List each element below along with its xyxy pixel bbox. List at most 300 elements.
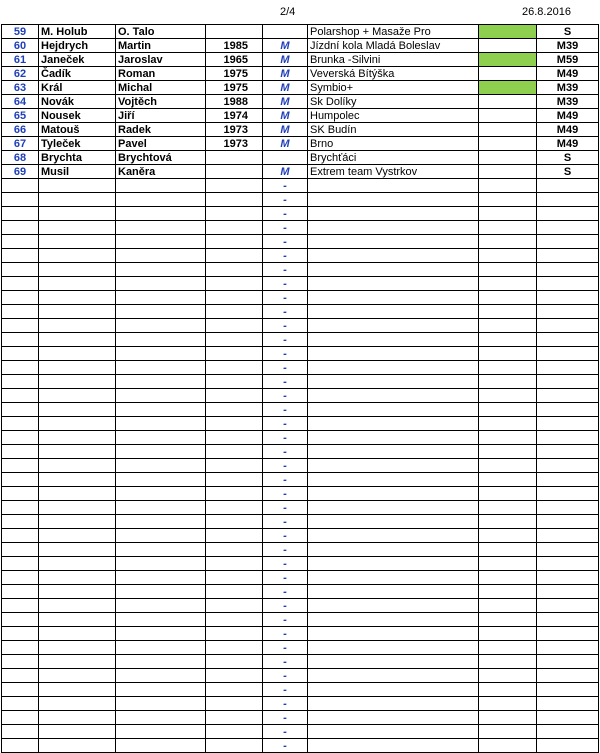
club-name	[308, 557, 479, 571]
row-number	[2, 333, 39, 347]
gender: -	[263, 179, 308, 193]
last-name	[39, 403, 116, 417]
first-name	[116, 235, 206, 249]
row-number	[2, 319, 39, 333]
club-name	[308, 235, 479, 249]
status-cell	[479, 613, 537, 627]
gender: -	[263, 515, 308, 529]
birth-year	[206, 207, 263, 221]
row-number	[2, 599, 39, 613]
club-name	[308, 221, 479, 235]
row-number	[2, 389, 39, 403]
birth-year	[206, 417, 263, 431]
row-number	[2, 557, 39, 571]
gender: -	[263, 501, 308, 515]
row-number	[2, 655, 39, 669]
first-name	[116, 305, 206, 319]
last-name: Matouš	[39, 123, 116, 137]
empty-row	[2, 515, 599, 529]
club-name	[308, 249, 479, 263]
gender: -	[263, 613, 308, 627]
last-name	[39, 277, 116, 291]
row-number	[2, 193, 39, 207]
birth-year: 1973	[206, 137, 263, 151]
club-name	[308, 417, 479, 431]
birth-year	[206, 543, 263, 557]
status-cell	[479, 221, 537, 235]
empty-row	[2, 529, 599, 543]
status-cell	[479, 711, 537, 725]
club-name	[308, 277, 479, 291]
last-name	[39, 445, 116, 459]
birth-year	[206, 711, 263, 725]
club-name	[308, 487, 479, 501]
birth-year	[206, 389, 263, 403]
status-cell	[479, 501, 537, 515]
status-cell	[479, 53, 537, 67]
gender: -	[263, 725, 308, 739]
table-row	[2, 109, 599, 123]
gender: M	[263, 165, 308, 179]
club-name: SK Budín	[308, 123, 479, 137]
birth-year	[206, 473, 263, 487]
first-name: Jiří	[116, 109, 206, 123]
club-name	[308, 697, 479, 711]
birth-year	[206, 627, 263, 641]
empty-row	[2, 655, 599, 669]
gender: -	[263, 655, 308, 669]
status-cell	[479, 151, 537, 165]
club-name	[308, 319, 479, 333]
club-name	[308, 263, 479, 277]
gender: -	[263, 207, 308, 221]
birth-year: 1975	[206, 67, 263, 81]
first-name	[116, 669, 206, 683]
empty-row	[2, 739, 599, 753]
last-name	[39, 305, 116, 319]
club-name: Jízdní kola Mladá Boleslav	[308, 39, 479, 53]
birth-year	[206, 221, 263, 235]
category	[537, 221, 599, 235]
last-name	[39, 333, 116, 347]
category	[537, 641, 599, 655]
gender: -	[263, 711, 308, 725]
page-date: 26.8.2016	[522, 6, 571, 18]
first-name	[116, 431, 206, 445]
gender: -	[263, 417, 308, 431]
category	[537, 179, 599, 193]
row-number	[2, 627, 39, 641]
birth-year	[206, 361, 263, 375]
last-name	[39, 683, 116, 697]
category	[537, 711, 599, 725]
birth-year	[206, 501, 263, 515]
club-name: Extrem team Vystrkov	[308, 165, 479, 179]
empty-row	[2, 627, 599, 641]
club-name	[308, 711, 479, 725]
empty-row	[2, 599, 599, 613]
last-name	[39, 697, 116, 711]
last-name	[39, 487, 116, 501]
club-name: Sk Dolíky	[308, 95, 479, 109]
row-number	[2, 641, 39, 655]
birth-year	[206, 179, 263, 193]
table-row	[2, 67, 599, 81]
last-name: Novák	[39, 95, 116, 109]
row-number: 69	[2, 165, 39, 179]
category	[537, 333, 599, 347]
club-name	[308, 403, 479, 417]
status-cell	[479, 599, 537, 613]
birth-year	[206, 739, 263, 753]
category: S	[537, 151, 599, 165]
gender: M	[263, 95, 308, 109]
row-number	[2, 487, 39, 501]
last-name	[39, 221, 116, 235]
empty-row	[2, 235, 599, 249]
birth-year	[206, 599, 263, 613]
gender: -	[263, 235, 308, 249]
birth-year	[206, 277, 263, 291]
empty-row	[2, 319, 599, 333]
gender: -	[263, 739, 308, 753]
last-name	[39, 655, 116, 669]
row-number	[2, 403, 39, 417]
category	[537, 389, 599, 403]
club-name	[308, 571, 479, 585]
first-name: Roman	[116, 67, 206, 81]
page-header	[0, 0, 600, 24]
category: M49	[537, 123, 599, 137]
category	[537, 361, 599, 375]
category	[537, 417, 599, 431]
club-name	[308, 361, 479, 375]
row-number	[2, 221, 39, 235]
last-name	[39, 263, 116, 277]
club-name	[308, 655, 479, 669]
birth-year	[206, 403, 263, 417]
table-row	[2, 165, 599, 179]
first-name	[116, 207, 206, 221]
status-cell	[479, 389, 537, 403]
first-name	[116, 599, 206, 613]
status-cell	[479, 81, 537, 95]
status-cell	[479, 179, 537, 193]
last-name	[39, 599, 116, 613]
category	[537, 515, 599, 529]
status-cell	[479, 627, 537, 641]
last-name	[39, 669, 116, 683]
empty-row	[2, 571, 599, 585]
row-number	[2, 431, 39, 445]
category	[537, 571, 599, 585]
row-number	[2, 571, 39, 585]
birth-year: 1974	[206, 109, 263, 123]
last-name: Janeček	[39, 53, 116, 67]
birth-year	[206, 375, 263, 389]
last-name	[39, 627, 116, 641]
table-row	[2, 53, 599, 67]
last-name	[39, 431, 116, 445]
empty-row	[2, 375, 599, 389]
birth-year	[206, 165, 263, 179]
status-cell	[479, 557, 537, 571]
club-name	[308, 585, 479, 599]
last-name	[39, 501, 116, 515]
row-number	[2, 277, 39, 291]
birth-year	[206, 305, 263, 319]
first-name	[116, 711, 206, 725]
last-name: Tyleček	[39, 137, 116, 151]
gender: -	[263, 431, 308, 445]
category	[537, 529, 599, 543]
status-cell	[479, 109, 537, 123]
gender: -	[263, 249, 308, 263]
category	[537, 207, 599, 221]
last-name	[39, 543, 116, 557]
status-cell	[479, 249, 537, 263]
gender: -	[263, 669, 308, 683]
club-name: Brno	[308, 137, 479, 151]
row-number	[2, 543, 39, 557]
category	[537, 501, 599, 515]
first-name: O. Talo	[116, 25, 206, 39]
birth-year	[206, 697, 263, 711]
category	[537, 739, 599, 753]
status-cell	[479, 431, 537, 445]
empty-row	[2, 613, 599, 627]
category	[537, 655, 599, 669]
category	[537, 585, 599, 599]
gender: -	[263, 221, 308, 235]
status-cell	[479, 39, 537, 53]
status-cell	[479, 123, 537, 137]
gender: -	[263, 683, 308, 697]
row-number	[2, 669, 39, 683]
first-name	[116, 683, 206, 697]
first-name	[116, 529, 206, 543]
category	[537, 263, 599, 277]
birth-year: 1985	[206, 39, 263, 53]
last-name	[39, 459, 116, 473]
empty-row	[2, 697, 599, 711]
category	[537, 431, 599, 445]
empty-row	[2, 305, 599, 319]
status-cell	[479, 669, 537, 683]
category	[537, 683, 599, 697]
empty-row	[2, 459, 599, 473]
birth-year	[206, 585, 263, 599]
status-cell	[479, 417, 537, 431]
first-name: Brychtová	[116, 151, 206, 165]
category: M39	[537, 39, 599, 53]
gender: -	[263, 305, 308, 319]
category: M49	[537, 67, 599, 81]
first-name	[116, 403, 206, 417]
first-name	[116, 333, 206, 347]
empty-row	[2, 557, 599, 571]
first-name	[116, 277, 206, 291]
row-number	[2, 361, 39, 375]
birth-year: 1988	[206, 95, 263, 109]
last-name	[39, 515, 116, 529]
gender: -	[263, 543, 308, 557]
first-name	[116, 445, 206, 459]
gender: M	[263, 67, 308, 81]
row-number	[2, 725, 39, 739]
status-cell	[479, 193, 537, 207]
club-name	[308, 207, 479, 221]
first-name: Kaněra	[116, 165, 206, 179]
empty-row	[2, 543, 599, 557]
category: M39	[537, 81, 599, 95]
club-name	[308, 473, 479, 487]
first-name: Jaroslav	[116, 53, 206, 67]
status-cell	[479, 739, 537, 753]
category	[537, 613, 599, 627]
last-name	[39, 389, 116, 403]
status-cell	[479, 333, 537, 347]
club-name	[308, 291, 479, 305]
last-name	[39, 739, 116, 753]
row-number	[2, 291, 39, 305]
last-name	[39, 711, 116, 725]
category: M49	[537, 137, 599, 151]
first-name	[116, 557, 206, 571]
birth-year	[206, 487, 263, 501]
birth-year	[206, 613, 263, 627]
last-name	[39, 193, 116, 207]
gender: -	[263, 599, 308, 613]
status-cell	[479, 347, 537, 361]
row-number	[2, 305, 39, 319]
empty-row	[2, 249, 599, 263]
table-row	[2, 151, 599, 165]
gender: -	[263, 697, 308, 711]
gender: -	[263, 487, 308, 501]
last-name	[39, 319, 116, 333]
club-name	[308, 515, 479, 529]
row-number	[2, 249, 39, 263]
last-name	[39, 249, 116, 263]
row-number	[2, 683, 39, 697]
birth-year	[206, 529, 263, 543]
gender: -	[263, 193, 308, 207]
row-number	[2, 473, 39, 487]
row-number: 61	[2, 53, 39, 67]
club-name	[308, 179, 479, 193]
status-cell	[479, 165, 537, 179]
club-name	[308, 445, 479, 459]
category	[537, 487, 599, 501]
first-name	[116, 697, 206, 711]
first-name: Vojtěch	[116, 95, 206, 109]
club-name	[308, 389, 479, 403]
birth-year	[206, 235, 263, 249]
empty-row	[2, 683, 599, 697]
empty-row	[2, 641, 599, 655]
status-cell	[479, 487, 537, 501]
first-name	[116, 459, 206, 473]
last-name	[39, 179, 116, 193]
club-name	[308, 683, 479, 697]
first-name	[116, 375, 206, 389]
club-name	[308, 459, 479, 473]
empty-row	[2, 207, 599, 221]
gender: -	[263, 333, 308, 347]
status-cell	[479, 697, 537, 711]
birth-year	[206, 25, 263, 39]
status-cell	[479, 375, 537, 389]
row-number: 59	[2, 25, 39, 39]
category	[537, 599, 599, 613]
first-name: Michal	[116, 81, 206, 95]
gender: -	[263, 445, 308, 459]
empty-row	[2, 487, 599, 501]
empty-row	[2, 361, 599, 375]
empty-row	[2, 193, 599, 207]
category	[537, 557, 599, 571]
club-name	[308, 599, 479, 613]
club-name	[308, 543, 479, 557]
category: S	[537, 25, 599, 39]
gender: -	[263, 641, 308, 655]
gender: M	[263, 53, 308, 67]
first-name	[116, 655, 206, 669]
status-cell	[479, 529, 537, 543]
last-name	[39, 641, 116, 655]
gender: -	[263, 459, 308, 473]
birth-year	[206, 263, 263, 277]
row-number	[2, 501, 39, 515]
table-body	[2, 25, 599, 753]
row-number: 66	[2, 123, 39, 137]
empty-row	[2, 725, 599, 739]
empty-row	[2, 347, 599, 361]
empty-row	[2, 473, 599, 487]
status-cell	[479, 137, 537, 151]
category: M49	[537, 109, 599, 123]
row-number	[2, 515, 39, 529]
status-cell	[479, 95, 537, 109]
status-cell	[479, 641, 537, 655]
category	[537, 445, 599, 459]
first-name: Martin	[116, 39, 206, 53]
status-cell	[479, 207, 537, 221]
row-number: 60	[2, 39, 39, 53]
row-number	[2, 613, 39, 627]
status-cell	[479, 403, 537, 417]
first-name	[116, 249, 206, 263]
last-name	[39, 361, 116, 375]
status-cell	[479, 683, 537, 697]
last-name	[39, 529, 116, 543]
empty-row	[2, 263, 599, 277]
club-name	[308, 739, 479, 753]
table-row	[2, 123, 599, 137]
first-name	[116, 613, 206, 627]
last-name	[39, 235, 116, 249]
category	[537, 249, 599, 263]
last-name	[39, 417, 116, 431]
first-name	[116, 515, 206, 529]
first-name	[116, 291, 206, 305]
row-number	[2, 347, 39, 361]
gender: -	[263, 291, 308, 305]
empty-row	[2, 711, 599, 725]
club-name	[308, 529, 479, 543]
first-name: Pavel	[116, 137, 206, 151]
